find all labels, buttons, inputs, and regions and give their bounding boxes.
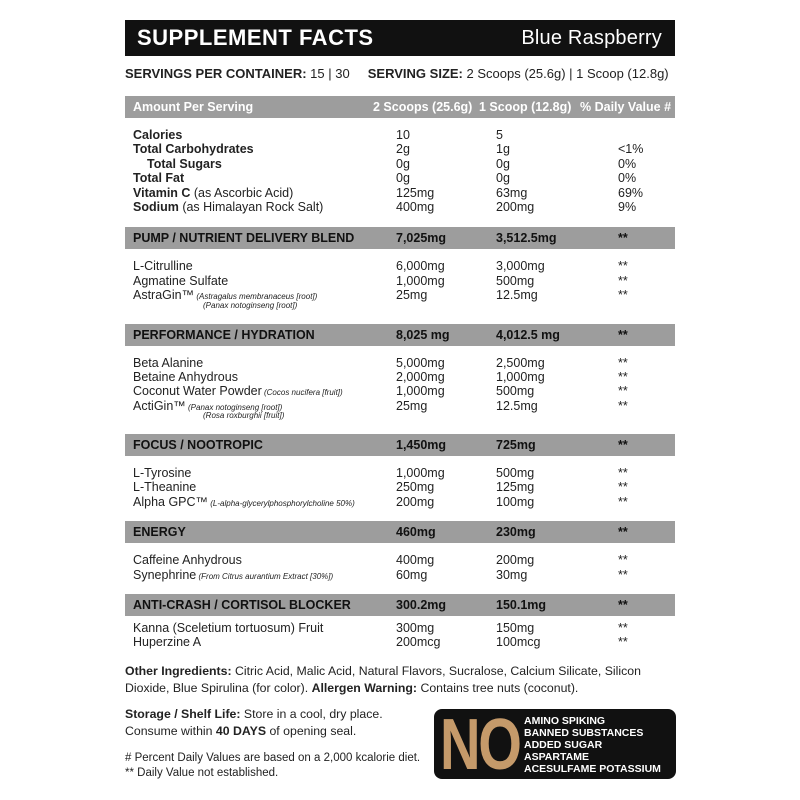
no-badge-item: AMINO SPIKING xyxy=(524,715,606,727)
ingredient-value-two: 400mg xyxy=(396,553,435,568)
ingredient-row xyxy=(125,495,675,509)
ingredient-subnote-text: (Panax notoginseng [root]) xyxy=(203,300,298,310)
ingredient-name: Coconut Water Powder (Cocos nucifera [fruit]) xyxy=(133,384,343,399)
ingredient-daily-value: ** xyxy=(618,398,628,413)
blend-name: PUMP / NUTRIENT DELIVERY BLEND xyxy=(133,231,355,246)
macro-daily-value: 0% xyxy=(618,171,637,186)
ingredient-row xyxy=(125,635,675,649)
ingredient-subnote-text: (Rosa roxburghii [fruit]) xyxy=(203,411,285,421)
consume-text: Consume within xyxy=(125,724,216,738)
macro-value-two: 10 xyxy=(396,128,410,142)
macro-name-bold: Total Fat xyxy=(133,171,185,186)
ingredient-note: (Cocos nucifera [fruit]) xyxy=(261,388,343,398)
macro-value-two: 2g xyxy=(396,142,410,157)
ingredient-value-one: 125mg xyxy=(496,480,535,495)
ingredient-value-two: 1,000mg xyxy=(396,384,445,399)
ingredient-daily-value: ** xyxy=(618,553,628,568)
macro-name xyxy=(133,186,293,200)
ingredient-note: (From Citrus aurantium Extract [30%]) xyxy=(196,571,334,581)
ingredient-row xyxy=(125,384,675,398)
no-badge-big: NO xyxy=(440,705,520,785)
blend-value-two: 460mg xyxy=(396,525,436,540)
blend-daily-value: ** xyxy=(618,598,628,613)
ingredient-row xyxy=(125,259,675,273)
ingredient-name: L-Citrulline xyxy=(133,259,193,274)
ingredient-value-two: 200mcg xyxy=(396,635,441,650)
macro-name-extra: (as Himalayan Rock Salt) xyxy=(178,199,324,214)
ingredient-name: Agmatine Sulfate xyxy=(133,273,229,288)
ingredient-value-two: 60mg xyxy=(396,567,428,582)
ingredient-value-one: 12.5mg xyxy=(496,398,538,413)
macro-row xyxy=(125,157,675,171)
storage-label: Storage / Shelf Life: xyxy=(125,707,241,721)
ingredient-name: Synephrine (From Citrus aurantium Extract [30%]) xyxy=(133,567,334,582)
serving-size-value: 2 Scoops (25.6g) | 1 Scoop (12.8g) xyxy=(466,66,669,81)
ingredient-row xyxy=(125,274,675,288)
title-bar xyxy=(125,20,675,56)
ingredient-row xyxy=(125,553,675,567)
blend-name: PERFORMANCE / HYDRATION xyxy=(133,327,315,342)
ingredient-value-two: 1,000mg xyxy=(396,273,445,288)
ingredient-note: (L-alpha-glycerylphosphorylcholine 50%) xyxy=(208,498,355,508)
ingredient-value-one: 200mg xyxy=(496,553,535,568)
blend-value-two: 8,025 mg xyxy=(396,327,450,342)
allergen-text: Contains tree nuts (coconut). xyxy=(417,681,579,695)
other-ingredients xyxy=(125,663,685,697)
ingredient-daily-value: ** xyxy=(618,494,628,509)
ingredient-daily-value: ** xyxy=(618,355,628,370)
ingredient-value-one: 12.5mg xyxy=(496,288,538,303)
ingredient-daily-value: ** xyxy=(618,480,628,495)
footnotes xyxy=(125,751,445,781)
macro-row xyxy=(125,142,675,156)
ingredient-name: L-Theanine xyxy=(133,480,197,495)
blend-value-two: 300.2mg xyxy=(396,598,447,613)
macro-value-one: 5 xyxy=(496,128,503,142)
ingredient-value-two: 25mg xyxy=(396,398,428,413)
macro-row xyxy=(125,128,675,142)
macro-value-one: 200mg xyxy=(496,199,535,214)
table-header xyxy=(125,96,675,118)
macro-value-two: 125mg xyxy=(396,185,435,200)
ingredient-daily-value: ** xyxy=(618,259,628,274)
ingredient-value-one: 500mg xyxy=(496,273,535,288)
ingredient-value-two: 25mg xyxy=(396,288,428,303)
ingredient-value-two: 200mg xyxy=(396,494,435,509)
ingredient-subnote xyxy=(125,413,675,422)
macro-name-extra: (as Ascorbic Acid) xyxy=(190,185,294,200)
ingredient-name: ActiGin™ (Panax notoginseng [root]) xyxy=(133,398,283,413)
macro-name xyxy=(133,142,254,156)
ingredient-name: L-Tyrosine xyxy=(133,466,192,481)
blend-name: ENERGY xyxy=(133,525,186,540)
other-ingredients-text: Citric Acid, Malic Acid, Natural Flavors, Sucralose, Calcium Silicate, Silicon Dioxide, Blue Spirulina (for color). xyxy=(125,664,641,695)
macro-name xyxy=(133,200,323,214)
ingredient-value-one: 100mg xyxy=(496,494,535,509)
header-one-scoop: 1 Scoop (12.8g) xyxy=(479,100,572,114)
ingredient-value-one: 100mcg xyxy=(496,635,541,650)
blend-value-one: 230mg xyxy=(496,525,536,540)
macro-daily-value: <1% xyxy=(618,142,644,157)
ingredient-value-one: 150mg xyxy=(496,621,535,636)
macro-daily-value: 9% xyxy=(618,199,637,214)
no-badge-item: ADDED SUGAR xyxy=(524,739,603,751)
ingredient-value-two: 300mg xyxy=(396,621,435,636)
macro-value-one: 0g xyxy=(496,156,510,171)
facts-table xyxy=(125,96,675,650)
servings-per-container-label: SERVINGS PER CONTAINER: xyxy=(125,66,307,81)
ingredient-name: Alpha GPC™ (L-alpha-glycerylphosphorylcholine 50%) xyxy=(133,494,355,509)
ingredient-name: Caffeine Anhydrous xyxy=(133,553,242,568)
macro-value-two: 0g xyxy=(396,156,410,171)
macro-daily-value: 0% xyxy=(618,156,637,171)
ingredient-daily-value: ** xyxy=(618,288,628,303)
ingredient-value-two: 2,000mg xyxy=(396,369,445,384)
consume-text-end: of opening seal. xyxy=(266,724,357,738)
serving-size-label: SERVING SIZE: xyxy=(367,66,463,81)
no-badge xyxy=(434,705,676,785)
ingredient-subnote xyxy=(125,300,675,312)
macro-row xyxy=(125,200,675,214)
macro-name xyxy=(133,171,184,185)
consume-days: 40 DAYS xyxy=(215,724,267,738)
ingredient-value-two: 1,000mg xyxy=(396,466,445,481)
ingredient-value-one: 3,000mg xyxy=(496,259,545,274)
blend-value-one: 3,512.5mg xyxy=(496,231,557,246)
blend-value-two: 1,450mg xyxy=(396,438,447,453)
ingredient-daily-value: ** xyxy=(618,384,628,399)
panel-title: SUPPLEMENT FACTS xyxy=(137,25,374,50)
no-badge-item: ACESULFAME POTASSIUM xyxy=(524,763,661,775)
blend-name: FOCUS / NOOTROPIC xyxy=(133,438,263,453)
ingredient-row xyxy=(125,480,675,494)
blend-daily-value: ** xyxy=(618,438,628,453)
header-amount: Amount Per Serving xyxy=(133,100,254,114)
ingredient-value-two: 5,000mg xyxy=(396,355,445,370)
blend-value-two: 7,025mg xyxy=(396,231,447,246)
macro-value-two: 400mg xyxy=(396,199,435,214)
blend-value-one: 725mg xyxy=(496,438,536,453)
blend-header xyxy=(125,594,675,616)
blend-header xyxy=(125,324,675,346)
ingredient-daily-value: ** xyxy=(618,273,628,288)
ingredient-name: Beta Alanine xyxy=(133,355,204,370)
blend-value-one: 150.1mg xyxy=(496,598,547,613)
ingredient-name: Kanna (Sceletium tortuosum) Fruit xyxy=(133,621,324,636)
ingredient-daily-value: ** xyxy=(618,621,628,636)
other-ingredients-label: Other Ingredients: xyxy=(125,664,232,678)
blend-name: ANTI-CRASH / CORTISOL BLOCKER xyxy=(133,598,351,613)
no-badge-list xyxy=(524,715,661,775)
macro-value-one: 0g xyxy=(496,171,510,186)
blend-header xyxy=(125,521,675,543)
no-badge-item: ASPARTAME xyxy=(524,751,589,763)
ingredient-daily-value: ** xyxy=(618,369,628,384)
ingredient-row xyxy=(125,568,675,582)
macro-name-bold: Total Carbohydrates xyxy=(133,142,254,157)
storage-text: Store in a cool, dry place. xyxy=(240,707,383,721)
ingredient-row xyxy=(125,356,675,370)
blend-header xyxy=(125,227,675,249)
macro-name-bold: Vitamin C xyxy=(133,185,191,200)
ingredient-row xyxy=(125,370,675,384)
ingredient-name: AstraGin™ (Astragalus membranaceus [root]) xyxy=(133,288,318,303)
flavor-name: Blue Raspberry xyxy=(521,26,662,49)
storage-info xyxy=(125,706,425,740)
blend-value-one: 4,012.5 mg xyxy=(496,327,560,342)
macro-daily-value: 69% xyxy=(618,185,644,200)
macro-name-bold: Total Sugars xyxy=(147,156,222,171)
ingredient-row xyxy=(125,621,675,635)
ingredient-value-two: 6,000mg xyxy=(396,259,445,274)
ingredient-value-one: 500mg xyxy=(496,466,535,481)
blend-daily-value: ** xyxy=(618,525,628,540)
macro-name xyxy=(147,157,222,171)
macro-value-one: 63mg xyxy=(496,185,528,200)
macro-value-one: 1g xyxy=(496,142,510,157)
servings-line xyxy=(125,66,675,81)
ingredient-value-two: 250mg xyxy=(396,480,435,495)
ingredient-daily-value: ** xyxy=(618,466,628,481)
macro-name-bold: Sodium xyxy=(133,199,179,214)
header-two-scoops: 2 Scoops (25.6g) xyxy=(373,100,473,114)
ingredient-name: Betaine Anhydrous xyxy=(133,369,238,384)
ingredient-daily-value: ** xyxy=(618,567,628,582)
allergen-label: Allergen Warning: xyxy=(311,681,418,695)
ingredient-note: (Panax notoginseng [root]) xyxy=(185,402,283,412)
header-daily-value: % Daily Value # xyxy=(580,100,672,114)
ingredient-value-one: 2,500mg xyxy=(496,355,545,370)
footnote-not-established: ** Daily Value not established. xyxy=(125,767,279,779)
macro-value-two: 0g xyxy=(396,171,410,186)
blend-header xyxy=(125,434,675,456)
servings-per-container-value: 15 | 30 xyxy=(310,66,350,81)
ingredient-note: (Astragalus membranaceus [root]) xyxy=(194,292,318,302)
footnote-daily-value: # Percent Daily Values are based on a 2,000 kcalorie diet. xyxy=(125,752,421,764)
macro-row xyxy=(125,171,675,185)
blend-daily-value: ** xyxy=(618,327,628,342)
ingredient-value-one: 30mg xyxy=(496,567,528,582)
ingredient-value-one: 1,000mg xyxy=(496,369,545,384)
ingredient-row xyxy=(125,466,675,480)
blend-daily-value: ** xyxy=(618,231,628,246)
ingredient-value-one: 500mg xyxy=(496,384,535,399)
ingredient-daily-value: ** xyxy=(618,635,628,650)
macro-name-bold: Calories xyxy=(133,128,183,142)
macro-name xyxy=(133,128,182,142)
macro-row xyxy=(125,186,675,200)
no-badge-item: BANNED SUBSTANCES xyxy=(524,727,644,739)
ingredient-name: Huperzine A xyxy=(133,635,202,650)
